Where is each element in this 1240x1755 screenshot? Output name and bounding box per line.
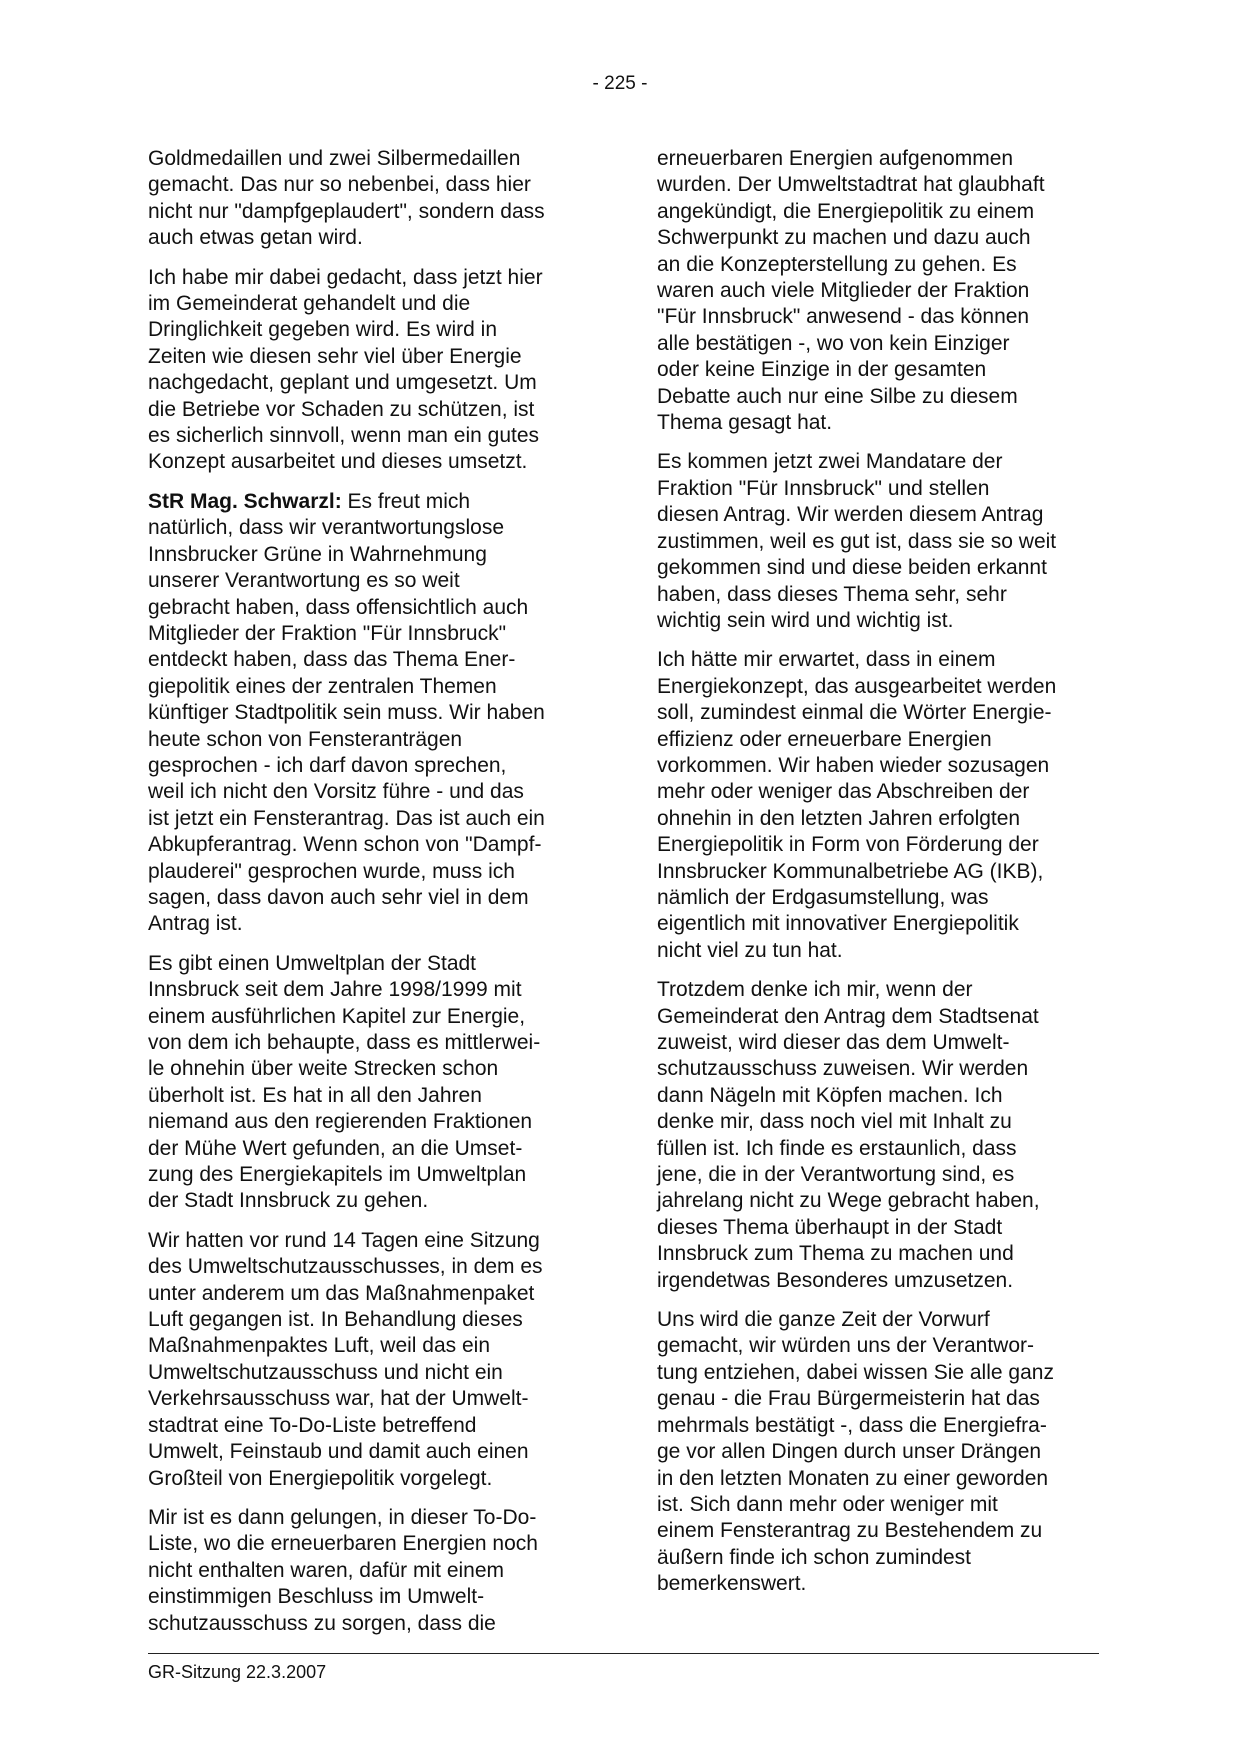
paragraph <box>657 449 1097 634</box>
paragraph <box>148 146 594 252</box>
right-column <box>657 146 1097 1611</box>
paragraph-text: Es gibt einen Umweltplan der Stadt Innsbruck seit dem Jahre 1998/1999 mit einem ausführlichen Kapitel zur Energie, von dem ich behaupte, dass es mittlerwei- le ohnehin über weite Strecken schon überholt ist. Es hat in all den Jahren niemand aus den regierenden Fraktionen der Mühe Wert gefunden, an die Umset- zung des Energiekapitels im Umweltplan der Stadt Innsbruck zu gehen. <box>148 951 541 1213</box>
paragraph-text: Goldmedaillen und zwei Silbermedaillen gemacht. Das nur so nebenbei, dass hier nicht nur "dampfgeplaudert", sondern dass auch etwas getan wird. <box>148 147 545 250</box>
footer-session-label: GR-Sitzung 22.3.2007 <box>148 1662 327 1682</box>
paragraph-text: Ich hätte mir erwartet, dass in einem Energiekonzept, das ausgearbeitet werden soll, zumindest einmal die Wörter Energie- effizienz oder erneuerbare Energien vorkommen. Wir haben wieder sozusagen mehr oder weniger das Abschreiben der ohnehin in den letzten Jahren erfolgten Energiepolitik in Form von Förderung der Innsbrucker Kommunalbetriebe AG (IKB), nämlich der Erdgasumstellung, was eigentlich mit innovativer Energiepolitik nicht viel zu tun hat. <box>657 648 1057 962</box>
paragraph <box>657 977 1097 1294</box>
paragraph <box>148 265 594 476</box>
paragraph-text: Wir hatten vor rund 14 Tagen eine Sitzung des Umweltschutzausschusses, in dem es unter anderem um das Maßnahmenpaket Luft gegangen ist. In Behandlung dieses Maßnahmenpaktes Luft, weil das ein Umweltschutzausschuss und nicht ein Verkehrsausschuss war, hat der Umwelt- stadtrat eine To-Do-Liste betreffend Umwelt, Feinstaub und damit auch einen Großteil von Energiepolitik vorgelegt. <box>148 1228 543 1490</box>
speaker-name: StR Mag. Schwarzl: <box>148 489 342 513</box>
footer-divider <box>148 1653 1099 1654</box>
paragraph-text: Es kommen jetzt zwei Mandatare der Fraktion "Für Innsbruck" und stellen diesen Antrag. Wir werden diesem Antrag zustimmen, weil es gut ist, dass sie so weit gekommen sind und diese beiden erkannt haben, dass dieses Thema sehr, sehr wichtig sein wird und wichtig ist. <box>657 450 1057 632</box>
paragraph <box>148 489 594 938</box>
paragraph-text: Es freut mich natürlich, dass wir verantwortungslose Innsbrucker Grüne in Wahrnehmung unserer Verantwortung es so weit gebracht haben, dass offensichtlich auch Mitglieder der Fraktion "Für Innsbruck" entdeckt haben, dass das Thema Ener- giepolitik eines der zentralen Themen künftiger Stadtpolitik sein muss. Wir haben heute schon von Fensteranträgen gesprochen - ich darf davon sprechen, weil ich nicht den Vorsitz führe - und das ist jetzt ein Fensterantrag. Das ist auch ein Abkupferantrag. Wenn schon von "Dampf- plauderei" gesprochen wurde, muss ich sagen, dass davon auch sehr viel in dem Antrag ist. <box>148 489 545 936</box>
paragraph <box>148 951 594 1215</box>
page-number: - 225 - <box>592 73 648 94</box>
paragraph-text: erneuerbaren Energien aufgenommen wurden. Der Umweltstadtrat hat glaubhaft angekündigt, die Energiepolitik zu einem Schwerpunkt zu machen und dazu auch an die Konzepterstellung zu gehen. Es waren auch viele Mitglieder der Fraktion "Für Innsbruck" anwesend - das können alle bestätigen -, wo von kein Einziger oder keine Einzige in der gesamten Debatte auch nur eine Silbe zu diesem Thema gesagt hat. <box>657 147 1045 435</box>
paragraph-text: Ich habe mir dabei gedacht, dass jetzt hier im Gemeinderat gehandelt und die Dringlichkeit gegeben wird. Es wird in Zeiten wie diesen sehr viel über Energie nachgedacht, geplant und umgesetzt. Um die Betriebe vor Schaden zu schützen, ist es sicherlich sinnvoll, wenn man ein gutes Konzept ausarbeitet und dieses umsetzt. <box>148 265 543 474</box>
paragraph-text: Uns wird die ganze Zeit der Vorwurf gemacht, wir würden uns der Verantwor- tung entziehen, dabei wissen Sie alle ganz genau - die Frau Bürgermeisterin hat das mehrmals bestätigt -, dass die Energiefra- ge vor allen Dingen durch unser Drängen in den letzten Monaten zu einer geworden ist. Sich dann mehr oder weniger mit einem Fensterantrag zu Bestehendem zu äußern finde ich schon zumindest bemerkenswert. <box>657 1308 1054 1596</box>
paragraph-text: Trotzdem denke ich mir, wenn der Gemeinderat den Antrag dem Stadtsenat zuweist, wird dieser das dem Umwelt- schutzausschuss zuweisen. Wir werden dann Nägeln mit Köpfen machen. Ich denke mir, dass noch viel mit Inhalt zu füllen ist. Ich finde es erstaunlich, dass jene, die in der Verantwortung sind, es jahrelang nicht zu Wege gebracht haben, dieses Thema überhaupt in der Stadt Innsbruck zum Thema zu machen und irgendetwas Besonderes umzusetzen. <box>657 978 1040 1292</box>
left-column <box>148 146 594 1650</box>
paragraph <box>657 146 1097 436</box>
paragraph <box>148 1228 594 1492</box>
paragraph <box>657 647 1097 964</box>
paragraph <box>657 1307 1097 1597</box>
paragraph-text: Mir ist es dann gelungen, in dieser To-Do- Liste, wo die erneuerbaren Energien noch nicht enthalten waren, dafür mit einem einstimmigen Beschluss im Umwelt- schutzausschuss zu sorgen, dass die <box>148 1505 538 1635</box>
paragraph <box>148 1505 594 1637</box>
